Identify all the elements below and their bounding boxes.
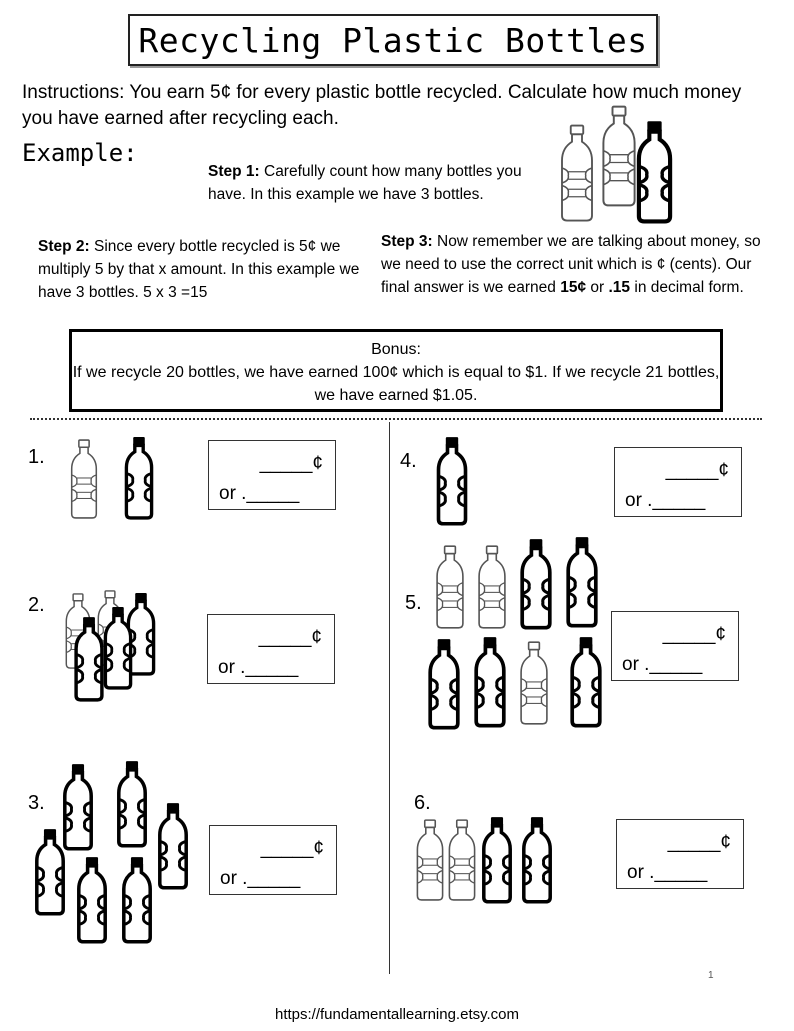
cents-blank[interactable]: _____¢: [662, 624, 726, 645]
bottle-icon: [432, 544, 468, 630]
bottle-icon: [30, 828, 70, 916]
cents-blank[interactable]: _____¢: [260, 838, 324, 859]
bottle-icon: [71, 616, 107, 702]
bottle-icon: [562, 536, 602, 628]
question-number: 5.: [405, 592, 422, 614]
bottle-icon: [424, 638, 464, 730]
step-3-decimal: .15: [608, 279, 631, 296]
bottle-icon: [516, 640, 552, 726]
bottle-icon: [120, 436, 158, 520]
question-number: 4.: [400, 450, 417, 472]
bottle-icon: [72, 856, 112, 944]
column-divider: [389, 422, 390, 974]
step-3-text: or: [586, 279, 609, 296]
step-2: [38, 235, 368, 304]
instructions: Instructions: You earn 5¢ for every plastic bottle recycled. Calculate how much money you have earned after recycling each.: [22, 82, 742, 129]
decimal-blank[interactable]: or ._____: [625, 490, 706, 511]
decimal-blank[interactable]: or ._____: [627, 862, 708, 883]
step-1-text: Carefully count how many bottles you have. In this example we have 3 bottles.: [208, 163, 522, 203]
step-1: [208, 160, 528, 206]
bottle-icon: [412, 818, 448, 902]
question-number: 3.: [28, 792, 45, 814]
bottle-icon: [154, 802, 192, 890]
step-1-label: Step 1:: [208, 163, 260, 180]
bonus-box: [69, 329, 723, 412]
bottle-icon: [444, 818, 480, 902]
dotted-divider: [30, 418, 762, 420]
question-number: 1.: [28, 446, 45, 468]
footer-url[interactable]: https://fundamentallearning.etsy.com: [274, 1006, 520, 1023]
title-box: [128, 14, 658, 66]
bottle-icon: [566, 636, 606, 728]
bottle-icon: [470, 636, 510, 728]
step-2-label: Step 2:: [38, 238, 90, 255]
bonus-text: If we recycle 20 bottles, we have earned 100¢ which is equal to $1. If we recycle 21 bottles, we have earned $1.05.: [72, 364, 720, 404]
step-3-cents: 15¢: [560, 279, 587, 296]
bottle-icon: [67, 438, 101, 520]
bottle-icon: [556, 123, 598, 223]
step-2-text: Since every bottle recycled is 5¢ we multiply 5 by that x amount. In this example we have 3 bottles. 5 x 3 =15: [38, 238, 360, 301]
bottle-icon: [478, 816, 516, 904]
cents-blank[interactable]: _____¢: [258, 627, 322, 648]
cents-blank[interactable]: _____¢: [665, 460, 729, 481]
decimal-blank[interactable]: or ._____: [622, 654, 703, 675]
bottle-icon: [516, 538, 556, 630]
step-3-label: Step 3:: [381, 233, 433, 250]
page-number: 1: [708, 970, 714, 981]
bonus-heading: Bonus:: [371, 341, 421, 358]
question-number: 6.: [414, 792, 431, 814]
example-label: Example:: [22, 139, 138, 167]
step-3-text: Now remember we are talking about money, so we need to use the correct unit which is ¢ (cents). Our final answer is we earned: [381, 233, 761, 296]
question-number: 2.: [28, 594, 45, 616]
cents-blank[interactable]: _____¢: [259, 453, 323, 474]
step-3-text: in decimal form.: [630, 279, 744, 296]
bottle-icon: [474, 544, 510, 630]
bottle-icon: [518, 816, 556, 904]
answer-box[interactable]: [611, 611, 739, 681]
answer-box[interactable]: [614, 447, 742, 517]
answer-box[interactable]: [616, 819, 744, 889]
bottle-icon: [112, 760, 152, 848]
answer-box[interactable]: [207, 614, 335, 684]
bottle-icon: [117, 856, 157, 944]
decimal-blank[interactable]: or ._____: [220, 868, 301, 889]
bottle-icon: [632, 120, 677, 224]
bottle-icon: [431, 436, 473, 526]
answer-box[interactable]: [208, 440, 336, 510]
cents-blank[interactable]: _____¢: [667, 832, 731, 853]
decimal-blank[interactable]: or ._____: [219, 483, 300, 504]
page-title: Recycling Plastic Bottles: [138, 20, 648, 60]
answer-box[interactable]: [209, 825, 337, 895]
decimal-blank[interactable]: or ._____: [218, 657, 299, 678]
step-3: [381, 230, 761, 299]
